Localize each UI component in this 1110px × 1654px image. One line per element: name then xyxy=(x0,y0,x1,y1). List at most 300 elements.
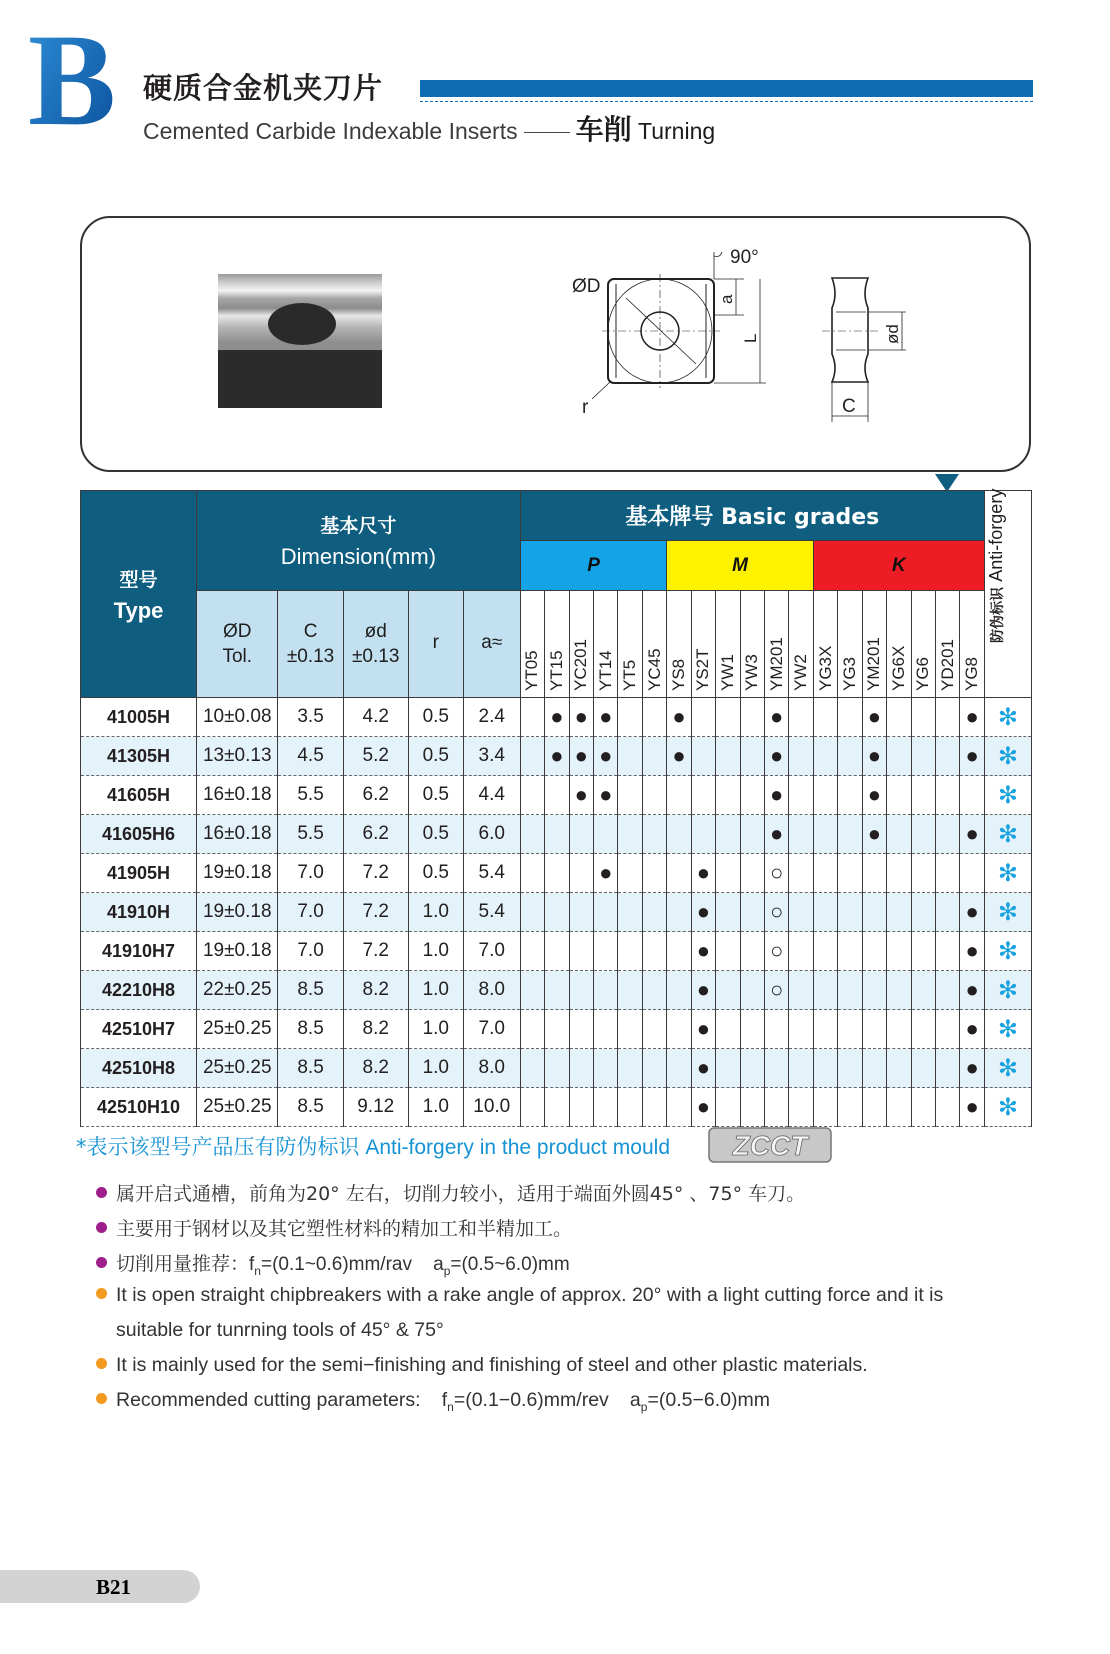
dim-C: 8.5 xyxy=(278,1010,343,1049)
grade-mark xyxy=(716,1088,740,1127)
grade-mark: ● xyxy=(691,1010,715,1049)
grade-mark xyxy=(740,737,764,776)
grade-mark: ● xyxy=(594,737,618,776)
grade-mark: ● xyxy=(960,1010,985,1049)
grade-group-k: K xyxy=(813,541,984,591)
grade-name: YT15 xyxy=(546,650,566,691)
dimension-col-label: C xyxy=(303,620,318,642)
grade-mark xyxy=(740,932,764,971)
grade-mark xyxy=(520,854,544,893)
section-letter: B xyxy=(27,18,117,136)
grade-mark: ● xyxy=(960,737,985,776)
grade-mark: ● xyxy=(594,776,618,815)
grade-mark xyxy=(716,893,740,932)
grade-mark xyxy=(520,893,544,932)
dim-D: 19±0.18 xyxy=(197,932,278,971)
grade-mark xyxy=(569,1088,593,1127)
grade-mark xyxy=(813,1088,837,1127)
note-en-1b xyxy=(116,1319,444,1342)
grade-col-header xyxy=(935,591,959,698)
grade-mark xyxy=(642,893,666,932)
grade-mark xyxy=(935,815,959,854)
grade-col-header xyxy=(691,591,715,698)
grade-mark: ● xyxy=(691,971,715,1010)
grade-mark xyxy=(545,854,569,893)
grade-mark xyxy=(911,932,935,971)
dim-C: 8.5 xyxy=(278,971,343,1010)
dim-d: 5.2 xyxy=(343,737,408,776)
grade-mark xyxy=(594,815,618,854)
grade-mark xyxy=(862,1088,886,1127)
ap-cn-value: =(0.5~6.0)mm xyxy=(450,1254,570,1275)
grade-mark xyxy=(520,971,544,1010)
type-header-en: Type xyxy=(113,597,164,623)
grade-mark: ● xyxy=(667,737,691,776)
dim-a: 3.4 xyxy=(463,737,520,776)
anti-forgery-note-cn: *表示该型号产品压有防伪标识 xyxy=(76,1135,360,1159)
grade-name: YT14 xyxy=(595,650,615,691)
grade-mark xyxy=(789,776,813,815)
grade-mark xyxy=(642,971,666,1010)
table-row xyxy=(81,1088,1032,1127)
anti-forgery-mark: ✻ xyxy=(984,815,1031,854)
header-dotted-line xyxy=(420,101,1033,102)
dim-d: 8.2 xyxy=(343,971,408,1010)
dim-D: 13±0.13 xyxy=(197,737,278,776)
grade-mark xyxy=(618,1049,642,1088)
grade-mark xyxy=(887,698,911,737)
grade-mark xyxy=(887,854,911,893)
anti-forgery-mark: ✻ xyxy=(984,776,1031,815)
grade-mark xyxy=(569,971,593,1010)
dimension-col-label: ØD xyxy=(223,620,252,642)
header-bar xyxy=(420,80,1033,97)
grade-mark xyxy=(935,893,959,932)
grade-mark xyxy=(667,815,691,854)
grade-name: YT5 xyxy=(620,659,640,691)
grade-name: YG3 xyxy=(839,656,859,691)
zcct-logo-text: ZCCT xyxy=(732,1130,808,1161)
grade-mark: ○ xyxy=(764,854,788,893)
dim-d: 7.2 xyxy=(343,854,408,893)
grade-mark xyxy=(935,971,959,1010)
grade-mark xyxy=(789,737,813,776)
grade-mark xyxy=(813,1010,837,1049)
dimension-col-tolerance: ±0.13 xyxy=(286,645,335,667)
grade-mark xyxy=(691,776,715,815)
insert-side-view xyxy=(822,278,906,422)
grade-mark xyxy=(594,1088,618,1127)
grade-mark xyxy=(911,1088,935,1127)
grade-mark xyxy=(740,698,764,737)
grade-mark: ● xyxy=(594,854,618,893)
grade-col-header xyxy=(764,591,788,698)
dimension-col-tolerance: ±0.13 xyxy=(352,645,400,667)
grade-name: YC45 xyxy=(644,648,664,691)
anti-forgery-mark: ✻ xyxy=(984,932,1031,971)
dim-d: 7.2 xyxy=(343,932,408,971)
insert-photo xyxy=(218,274,382,408)
grade-mark xyxy=(642,1010,666,1049)
grade-mark xyxy=(911,698,935,737)
grade-mark xyxy=(594,893,618,932)
anti-forgery-mark: ✻ xyxy=(984,1010,1031,1049)
dim-a: 6.0 xyxy=(463,815,520,854)
note-en-3-prefix: Recommended cutting parameters: xyxy=(116,1389,421,1411)
anti-forgery-header-en: Anti-forgery xyxy=(985,488,1006,582)
anti-forgery-mark: ✻ xyxy=(984,893,1031,932)
grade-mark xyxy=(569,1010,593,1049)
note-en-2 xyxy=(96,1354,868,1377)
type-code: 42510H8 xyxy=(81,1049,197,1088)
grade-mark xyxy=(545,932,569,971)
grade-col-header xyxy=(520,591,544,698)
grade-mark xyxy=(740,854,764,893)
grade-mark: ● xyxy=(569,776,593,815)
note-cn-2-text: 主要用于钢材以及其它塑性材料的精加工和半精加工。 xyxy=(116,1218,573,1240)
dim-a: 8.0 xyxy=(463,971,520,1010)
grade-mark xyxy=(667,776,691,815)
grade-mark: ● xyxy=(691,1049,715,1088)
grade-mark xyxy=(545,1049,569,1088)
grade-mark xyxy=(520,698,544,737)
dim-C: 7.0 xyxy=(278,932,343,971)
grade-mark xyxy=(618,854,642,893)
grade-mark xyxy=(569,815,593,854)
grade-mark xyxy=(667,1088,691,1127)
grade-mark xyxy=(813,932,837,971)
grade-col-header xyxy=(545,591,569,698)
dim-a: 5.4 xyxy=(463,893,520,932)
grade-mark xyxy=(691,737,715,776)
dim-r: 0.5 xyxy=(408,776,463,815)
grade-mark xyxy=(960,854,985,893)
table-row xyxy=(81,854,1032,893)
grade-mark xyxy=(618,776,642,815)
grade-mark xyxy=(935,737,959,776)
grade-mark xyxy=(838,1049,862,1088)
grade-mark xyxy=(740,971,764,1010)
grade-mark xyxy=(594,1010,618,1049)
grade-mark xyxy=(545,1088,569,1127)
grade-mark xyxy=(911,815,935,854)
diagram-label-a: a xyxy=(717,294,736,304)
grade-mark xyxy=(887,1010,911,1049)
grade-mark xyxy=(740,776,764,815)
note-cn-1-text: 属开启式通槽，前角为20° 左右，切削力较小，适用于端面外圆45° 、75° 车刀。 xyxy=(116,1183,806,1205)
grade-mark xyxy=(716,971,740,1010)
grade-mark xyxy=(740,1088,764,1127)
type-code: 41605H6 xyxy=(81,815,197,854)
note-cn-3-prefix: 切削用量推荐： xyxy=(116,1253,250,1275)
grade-name: YW1 xyxy=(717,654,737,691)
grade-mark: ● xyxy=(691,854,715,893)
dimension-col-header xyxy=(197,591,278,698)
dimension-col-header xyxy=(343,591,408,698)
grade-mark: ● xyxy=(545,737,569,776)
dim-r: 0.5 xyxy=(408,815,463,854)
grade-mark xyxy=(740,893,764,932)
table-row xyxy=(81,893,1032,932)
anti-forgery-header xyxy=(984,488,1031,698)
grade-mark xyxy=(520,1010,544,1049)
grade-col-header xyxy=(887,591,911,698)
grade-mark xyxy=(618,893,642,932)
grade-mark xyxy=(716,737,740,776)
grade-name: YT05 xyxy=(522,650,542,691)
grade-name: YD201 xyxy=(937,639,957,691)
grade-mark xyxy=(764,1049,788,1088)
grade-mark xyxy=(887,737,911,776)
dim-r: 0.5 xyxy=(408,854,463,893)
grade-mark xyxy=(935,1010,959,1049)
dim-d: 6.2 xyxy=(343,815,408,854)
table-row xyxy=(81,698,1032,737)
page-subtitle xyxy=(143,108,715,148)
type-code: 42510H10 xyxy=(81,1088,197,1127)
grade-mark xyxy=(716,1010,740,1049)
note-cn-1 xyxy=(96,1179,805,1206)
dim-a: 7.0 xyxy=(463,1010,520,1049)
grade-mark: ● xyxy=(960,1088,985,1127)
grade-mark xyxy=(569,932,593,971)
dim-a: 8.0 xyxy=(463,1049,520,1088)
grade-mark xyxy=(813,893,837,932)
grade-mark: ● xyxy=(862,776,886,815)
grade-name: YG8 xyxy=(962,656,982,691)
grade-mark xyxy=(667,1049,691,1088)
grade-mark: ● xyxy=(569,698,593,737)
grade-col-header xyxy=(594,591,618,698)
grade-mark xyxy=(520,737,544,776)
grade-mark xyxy=(716,815,740,854)
grade-mark xyxy=(569,893,593,932)
dim-C: 8.5 xyxy=(278,1088,343,1127)
diagram-label-C: C xyxy=(842,396,856,417)
grade-mark xyxy=(862,1049,886,1088)
grade-mark: ● xyxy=(960,815,985,854)
dim-C: 5.5 xyxy=(278,776,343,815)
grade-mark xyxy=(642,737,666,776)
grade-mark xyxy=(887,776,911,815)
grade-mark xyxy=(716,932,740,971)
note-cn-2 xyxy=(96,1214,572,1241)
grade-mark xyxy=(789,971,813,1010)
spec-table xyxy=(80,490,1032,1127)
anti-forgery-mark: ✻ xyxy=(984,1049,1031,1088)
grade-mark: ● xyxy=(594,698,618,737)
grade-group-m: M xyxy=(667,541,814,591)
grade-mark xyxy=(887,1049,911,1088)
grade-name: YW2 xyxy=(791,654,811,691)
dim-D: 25±0.25 xyxy=(197,1010,278,1049)
dim-C: 5.5 xyxy=(278,815,343,854)
grade-mark xyxy=(935,1088,959,1127)
note-en-2-text: It is mainly used for the semi−finishing and finishing of steel and other plastic materials. xyxy=(116,1354,868,1376)
type-code: 41605H xyxy=(81,776,197,815)
grade-mark xyxy=(642,776,666,815)
type-code: 42510H7 xyxy=(81,1010,197,1049)
grade-mark xyxy=(911,893,935,932)
grade-mark xyxy=(642,932,666,971)
grade-mark xyxy=(764,1010,788,1049)
grade-mark xyxy=(740,1010,764,1049)
table-row xyxy=(81,815,1032,854)
ap-sub: p xyxy=(443,1263,451,1278)
dim-r: 1.0 xyxy=(408,1010,463,1049)
grade-mark xyxy=(862,893,886,932)
anti-forgery-mark: ✻ xyxy=(984,854,1031,893)
grade-mark xyxy=(813,971,837,1010)
grade-col-header xyxy=(960,591,985,698)
table-row xyxy=(81,1049,1032,1088)
dim-a: 2.4 xyxy=(463,698,520,737)
dim-a: 5.4 xyxy=(463,854,520,893)
grade-col-header xyxy=(862,591,886,698)
grade-mark xyxy=(887,971,911,1010)
fn-sub: n xyxy=(254,1263,261,1278)
grade-mark xyxy=(642,698,666,737)
dim-d: 6.2 xyxy=(343,776,408,815)
table-row xyxy=(81,1010,1032,1049)
grade-mark xyxy=(545,815,569,854)
grade-mark: ● xyxy=(960,698,985,737)
grade-mark xyxy=(935,698,959,737)
grade-mark xyxy=(740,1049,764,1088)
diagram-label-r: r xyxy=(582,397,589,418)
table-row xyxy=(81,932,1032,971)
insert-top-view xyxy=(592,252,766,399)
table-row xyxy=(81,971,1032,1010)
fn-symbol: f xyxy=(249,1254,255,1275)
type-code: 41910H7 xyxy=(81,932,197,971)
grade-mark xyxy=(838,971,862,1010)
diagram-label-angle: 90° xyxy=(730,247,759,268)
grade-mark xyxy=(618,1088,642,1127)
grade-mark xyxy=(887,932,911,971)
grade-col-header xyxy=(569,591,593,698)
grade-mark: ● xyxy=(862,815,886,854)
dim-D: 19±0.18 xyxy=(197,893,278,932)
ap-sub-en: p xyxy=(640,1399,648,1414)
grade-mark xyxy=(618,815,642,854)
grade-mark xyxy=(838,1088,862,1127)
type-header-cn: 型号 xyxy=(119,568,158,591)
grade-mark xyxy=(838,737,862,776)
grade-name: YC201 xyxy=(571,639,591,691)
dim-D: 10±0.08 xyxy=(197,698,278,737)
grade-mark xyxy=(935,932,959,971)
grade-mark: ○ xyxy=(764,893,788,932)
anti-forgery-mark: ✻ xyxy=(984,1088,1031,1127)
dim-r: 1.0 xyxy=(408,1088,463,1127)
dimension-col-label: ød xyxy=(364,620,387,642)
grade-mark xyxy=(667,971,691,1010)
anti-forgery-mark: ✻ xyxy=(984,971,1031,1010)
grade-mark xyxy=(813,737,837,776)
grade-col-header xyxy=(911,591,935,698)
grade-mark xyxy=(838,698,862,737)
grade-mark xyxy=(667,893,691,932)
grade-mark xyxy=(887,893,911,932)
grade-mark xyxy=(789,932,813,971)
grade-name: YG3X xyxy=(815,645,835,691)
dim-d: 9.12 xyxy=(343,1088,408,1127)
grade-mark xyxy=(813,854,837,893)
insert-drawings xyxy=(80,216,1032,492)
grade-mark xyxy=(813,1049,837,1088)
dim-a: 4.4 xyxy=(463,776,520,815)
grade-mark: ● xyxy=(862,698,886,737)
grade-mark: ● xyxy=(960,1049,985,1088)
ap-symbol-en: a xyxy=(629,1389,641,1411)
dim-D: 19±0.18 xyxy=(197,854,278,893)
grade-mark: ● xyxy=(569,737,593,776)
dimension-col-label: r xyxy=(432,631,439,653)
dim-d: 8.2 xyxy=(343,1049,408,1088)
anti-forgery-header-cn: 防伪标识 xyxy=(989,587,1006,643)
type-code: 41005H xyxy=(81,698,197,737)
grade-mark xyxy=(569,854,593,893)
grade-mark: ● xyxy=(764,776,788,815)
dim-r: 0.5 xyxy=(408,737,463,776)
dim-a: 10.0 xyxy=(463,1088,520,1127)
dim-r: 1.0 xyxy=(408,893,463,932)
grade-mark xyxy=(838,815,862,854)
grade-mark xyxy=(813,698,837,737)
table-row xyxy=(81,737,1032,776)
grade-mark xyxy=(520,932,544,971)
grade-mark xyxy=(618,698,642,737)
page-title-cn: 硬质合金机夹刀片 xyxy=(143,71,384,105)
grade-name: YM201 xyxy=(864,637,884,691)
grade-mark xyxy=(935,854,959,893)
grade-mark xyxy=(911,776,935,815)
section-cn: 车削 xyxy=(575,113,632,146)
dim-a: 7.0 xyxy=(463,932,520,971)
diagram-label-D: ØD xyxy=(572,276,601,297)
grade-mark xyxy=(789,1010,813,1049)
grade-mark xyxy=(520,776,544,815)
note-cn-3 xyxy=(96,1249,570,1278)
anti-forgery-mark: ✻ xyxy=(984,698,1031,737)
anti-forgery-note xyxy=(76,1131,670,1161)
note-en-1 xyxy=(96,1284,943,1307)
dim-D: 16±0.18 xyxy=(197,815,278,854)
ap-en-value: =(0.5−6.0)mm xyxy=(647,1389,770,1411)
grade-name: YS2T xyxy=(693,648,713,691)
grade-mark xyxy=(569,1049,593,1088)
grade-col-header xyxy=(716,591,740,698)
grade-mark xyxy=(667,854,691,893)
type-code: 41905H xyxy=(81,854,197,893)
grade-mark xyxy=(862,1010,886,1049)
grade-col-header xyxy=(642,591,666,698)
grade-mark: ● xyxy=(545,698,569,737)
grade-mark xyxy=(716,776,740,815)
grade-mark xyxy=(716,1049,740,1088)
note-en-1b-text: suitable for tunrning tools of 45° & 75° xyxy=(116,1319,444,1341)
grade-name: YW3 xyxy=(742,654,762,691)
dim-C: 8.5 xyxy=(278,1049,343,1088)
grade-mark xyxy=(618,1010,642,1049)
grade-mark xyxy=(911,971,935,1010)
type-header xyxy=(81,491,197,698)
dim-r: 1.0 xyxy=(408,932,463,971)
grade-mark xyxy=(594,932,618,971)
anti-forgery-mark: ✻ xyxy=(984,737,1031,776)
dim-d: 4.2 xyxy=(343,698,408,737)
